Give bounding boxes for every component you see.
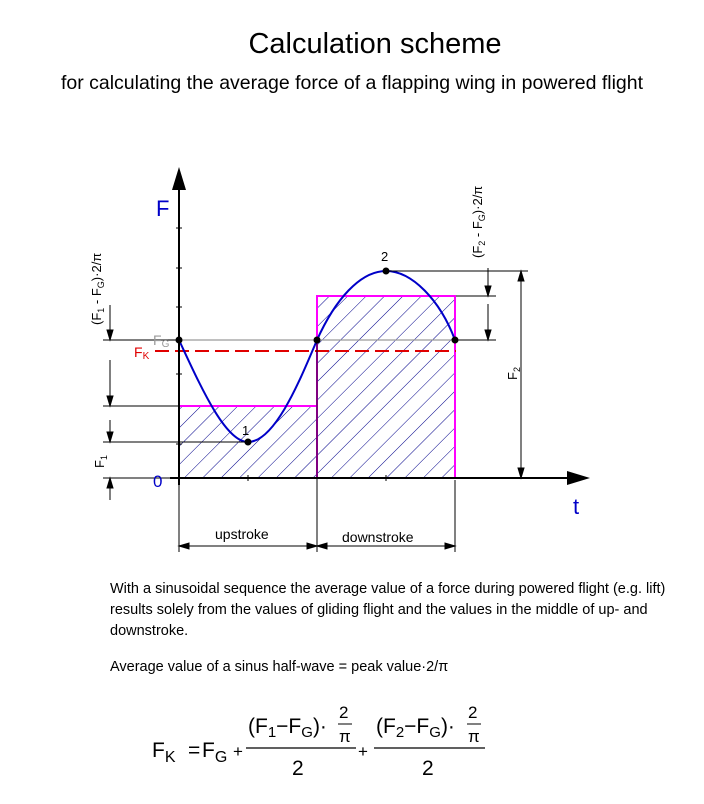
y-axis-arrow [172, 167, 186, 190]
page-title: Calculation scheme [248, 28, 502, 60]
page-subtitle: for calculating the average force of a flapping wing in powered flight [60, 72, 644, 94]
fraction-1-denominator: 2 [292, 757, 304, 780]
fraction-2-numerator: (F2−FG)· [376, 715, 455, 741]
fraction-1-numerator: (F1−FG)· [248, 715, 327, 741]
svg-text:FG: FG [153, 332, 170, 350]
average-value-line: Average value of a sinus half-wave = peak value·2/π [110, 659, 449, 675]
formula-plus-2: + [358, 742, 368, 761]
formula-plus-1: + [233, 742, 243, 761]
downstroke-label: downstroke [342, 529, 414, 545]
formula-eq: = [188, 739, 201, 762]
downstroke-area [317, 296, 455, 478]
fraction-1-two: 2 [339, 703, 349, 722]
formula-lhs: $F_K$ [152, 739, 176, 766]
svg-text:FK: FK [134, 344, 150, 362]
description-text: With a sinusoidal sequence the average value of a force during powered flight (e.g. lift) results solely from the values of gliding flight and the values in the middle of up- and downstroke. [110, 581, 666, 639]
point-2-label: 2 [381, 249, 389, 264]
dim-right-top-label: $(F_2 - F_G)\cdot 2/\pi$ [470, 185, 487, 258]
x-axis-arrow [567, 471, 590, 485]
description [110, 579, 670, 642]
origin-label: 0 [153, 472, 163, 491]
fraction-2-two: 2 [468, 703, 478, 722]
dim-left-top [107, 305, 113, 406]
formula-fg: $F_G$ [202, 739, 228, 766]
fk-label [134, 344, 150, 362]
fraction-1-pi: π [339, 727, 351, 746]
fraction-2-pi: π [468, 727, 480, 746]
dim-right-top [485, 268, 491, 340]
axis-x-label: t [573, 494, 580, 519]
axis-y-label: F [156, 196, 170, 221]
point-1-label: 1 [242, 423, 250, 438]
dim-f2-label: $F_2$ [505, 367, 522, 380]
fg-label [153, 332, 170, 350]
fraction-2-denominator: 2 [422, 757, 434, 780]
dim-left-top-label: $(F_1 - F_G)\cdot 2/\pi$ [89, 252, 106, 325]
dim-f1-label: $F_1$ [92, 455, 109, 468]
upstroke-label: upstroke [215, 526, 269, 542]
